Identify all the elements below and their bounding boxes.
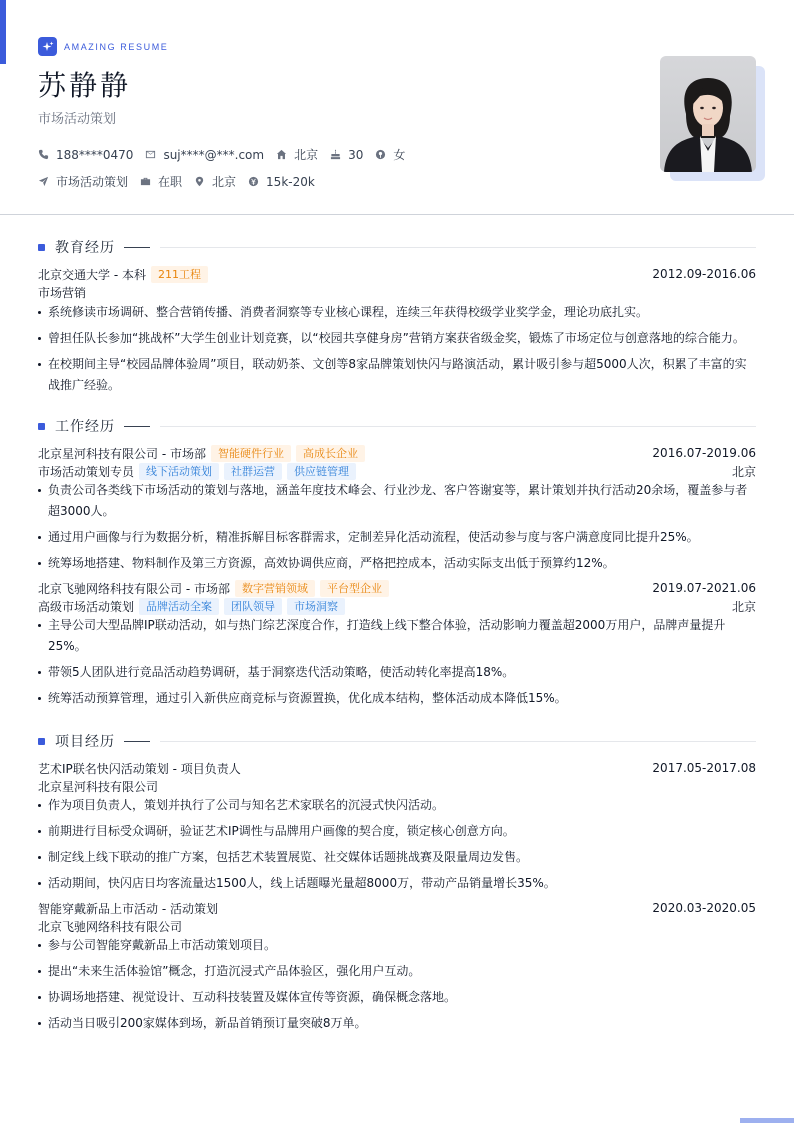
city-item (194, 173, 236, 190)
skill-tag: 市场洞察 (287, 598, 345, 615)
corner-accent (740, 1118, 794, 1123)
work-section (38, 414, 756, 714)
section-rule-light (160, 247, 756, 248)
section-rule (124, 247, 150, 248)
profile-photo (660, 56, 756, 172)
education-date: 2012.09-2016.06 (652, 267, 756, 281)
company-name: 北京飞驰网络科技有限公司 - 市场部 (38, 581, 230, 596)
school-name: 北京交通大学 - 本科 (38, 267, 146, 282)
project-header (38, 759, 756, 777)
gender-text: 女 (393, 148, 406, 162)
send-icon (38, 176, 49, 187)
bullet-item: 带领5人团队进行竞品活动趋势调研，基于洞察迭代活动策略，使活动转化率提高18%。 (38, 662, 756, 683)
education-bullets (38, 302, 756, 396)
job-intent-text: 市场活动策划 (56, 175, 129, 189)
gender-item (375, 146, 405, 163)
section-marker (38, 244, 45, 251)
project-name: 艺术IP联名快闪活动策划 - 项目负责人 (38, 761, 241, 776)
bullet-item: 曾担任队长参加“挑战杯”大学生创业计划竞赛，以“校园共享健身房”营销方案获省级金奖，锻炼了市场定位与创意落地的综合能力。 (38, 328, 756, 349)
job-entry (38, 579, 756, 709)
location-icon (194, 176, 205, 187)
bullet-item: 统筹活动预算管理，通过引入新供应商竞标与资源置换，优化成本结构，整体活动成本降低15%。 (38, 688, 756, 709)
contact-row (38, 146, 417, 163)
bullet-item: 协调场地搭建、视觉设计、互动科技装置及媒体宣传等资源，确保概念落地。 (38, 987, 756, 1008)
skill-tag: 线下活动策划 (139, 463, 219, 480)
section-title: 项目经历 (55, 734, 115, 750)
skill-tag: 社群运营 (224, 463, 282, 480)
project-entry (38, 899, 756, 1034)
section-header (38, 235, 756, 259)
bullet-item: 活动当日吸引200家媒体到场，新品首销预订量突破8万单。 (38, 1013, 756, 1034)
status-text: 在职 (158, 175, 183, 189)
bullet-item: 参与公司智能穿戴新品上市活动策划项目。 (38, 935, 756, 956)
home-text: 北京 (294, 148, 319, 162)
coin-icon (248, 176, 259, 187)
skill-tag: 团队领导 (224, 598, 282, 615)
company-tag: 智能硬件行业 (211, 445, 291, 462)
bullet-item: 统筹场地搭建、物料制作及第三方资源，高效协调供应商，严格把控成本，活动实际支出低于预算约12%。 (38, 553, 756, 574)
company-tag: 数字营销领域 (235, 580, 315, 597)
project-date: 2020.03-2020.05 (652, 901, 756, 915)
home-item (276, 146, 318, 163)
section-marker (38, 423, 45, 430)
home-icon (276, 149, 287, 160)
city-text: 北京 (212, 175, 237, 189)
brand (38, 37, 168, 56)
bullet-item: 作为项目负责人，策划并执行了公司与知名艺术家联名的沉浸式快闪活动。 (38, 795, 756, 816)
project-company-row (38, 777, 756, 795)
job-role: 市场活动策划专员 (38, 464, 135, 479)
bullet-item: 在校期间主导“校园品牌体验周”项目，联动奶茶、文创等8家品牌策划快闪与路演活动，累计吸引参与超5000人次，积累了丰富的实战推广经验。 (38, 354, 756, 396)
salary-text: 15k-20k (266, 174, 315, 189)
skill-tag: 供应链管理 (287, 463, 356, 480)
major: 市场营销 (38, 285, 87, 300)
project-header (38, 899, 756, 917)
intent-row (38, 173, 327, 190)
mail-icon (145, 149, 156, 160)
section-rule (124, 426, 150, 427)
bullet-item: 提出“未来生活体验馆”概念，打造沉浸式产品体验区，强化用户互动。 (38, 961, 756, 982)
section-rule (124, 741, 150, 742)
job-role-row (38, 462, 756, 480)
bullet-item: 通过用户画像与行为数据分析，精准拆解目标客群需求，定制差异化活动流程，使活动参与度与客户满意度同比提升25%。 (38, 527, 756, 548)
briefcase-icon (140, 176, 151, 187)
project-company: 北京飞驰网络科技有限公司 (38, 919, 183, 934)
bullet-item: 活动期间，快闪店日均客流量达1500人，线上话题曝光量超8000万，带动产品销量增长35%。 (38, 873, 756, 894)
email-item (145, 148, 264, 162)
education-header (38, 265, 756, 283)
section-header (38, 414, 756, 438)
project-entry (38, 759, 756, 894)
job-bullets (38, 480, 756, 574)
email-text: suj****@***.com (163, 147, 265, 162)
job-header (38, 579, 756, 597)
brand-text: AMAZING RESUME (64, 41, 169, 52)
header-divider (0, 214, 794, 215)
section-marker (38, 738, 45, 745)
bullet-item: 负责公司各类线下市场活动的策划与落地，涵盖年度技术峰会、行业沙龙、客户答谢宴等，累计策划并执行活动20余场，覆盖参与者超3000人。 (38, 480, 756, 522)
project-bullets (38, 935, 756, 1034)
accent-bar (0, 0, 6, 64)
job-header (38, 444, 756, 462)
education-section (38, 235, 756, 401)
job-role: 高级市场活动策划 (38, 599, 135, 614)
job-date: 2019.07-2021.06 (652, 581, 756, 595)
phone-item (38, 148, 133, 162)
salary-item (248, 175, 315, 189)
bullet-item: 制定线上线下联动的推广方案，包括艺术装置展览、社交媒体话题挑战赛及限量周边发售。 (38, 847, 756, 868)
cake-icon (330, 149, 341, 160)
sparkle-icon (38, 37, 57, 56)
job-intent-item (38, 173, 128, 190)
age-text: 30 (348, 147, 364, 162)
major-row (38, 283, 756, 301)
job-date: 2016.07-2019.06 (652, 446, 756, 460)
section-title: 工作经历 (55, 419, 115, 435)
company-tag: 平台型企业 (320, 580, 389, 597)
school-tag: 211工程 (151, 266, 208, 283)
bullet-item: 系统修读市场调研、整合营销传播、消费者洞察等专业核心课程，连续三年获得校级学业奖学金，理论功底扎实。 (38, 302, 756, 323)
company-tag: 高成长企业 (296, 445, 365, 462)
job-city: 北京 (731, 599, 756, 614)
project-name: 智能穿戴新品上市活动 - 活动策划 (38, 901, 218, 916)
status-item (140, 173, 182, 190)
project-bullets (38, 795, 756, 894)
candidate-position: 市场活动策划 (38, 112, 117, 127)
skill-tag: 品牌活动全案 (139, 598, 219, 615)
project-date: 2017.05-2017.08 (652, 761, 756, 775)
job-role-row (38, 597, 756, 615)
bullet-item: 主导公司大型品牌IP联动活动，如与热门综艺深度合作，打造线上线下整合体验，活动影响力覆盖超2000万用户，品牌声量提升25%。 (38, 615, 756, 657)
candidate-name: 苏静静 (38, 69, 132, 102)
company-name: 北京星河科技有限公司 - 市场部 (38, 446, 206, 461)
gender-icon (375, 149, 386, 160)
section-title: 教育经历 (55, 240, 115, 256)
project-company: 北京星河科技有限公司 (38, 779, 159, 794)
age-item (330, 148, 363, 162)
project-company-row (38, 917, 756, 935)
job-city: 北京 (731, 464, 756, 479)
bullet-item: 前期进行目标受众调研，验证艺术IP调性与品牌用户画像的契合度，锁定核心创意方向。 (38, 821, 756, 842)
section-rule-light (160, 741, 756, 742)
project-section (38, 729, 756, 1039)
phone-icon (38, 149, 49, 160)
phone-text: 188****0470 (56, 147, 134, 162)
job-bullets (38, 615, 756, 709)
section-rule-light (160, 426, 756, 427)
job-entry (38, 444, 756, 574)
section-header (38, 729, 756, 753)
